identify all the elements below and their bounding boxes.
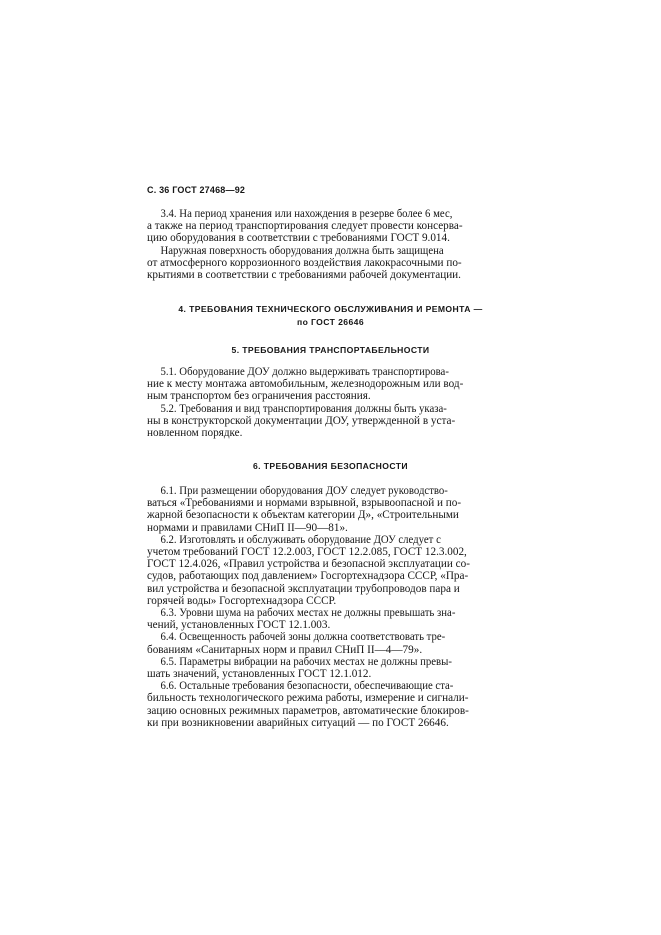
text-line: 6.2. Изготовлять и обслуживать оборудование ДОУ следует с [160,533,441,546]
section-5-title: 5. ТРЕБОВАНИЯ ТРАНСПОРТАБЕЛЬНОСТИ [231,345,430,355]
text-line: крытиями в соответствии с требованиями рабочей документации. [147,269,461,282]
paragraph-6-5 [147,656,517,680]
text-line: зацию основных режимных параметров, автоматические блокиров- [147,704,469,717]
text-line: шать значений, установленных ГОСТ 12.1.012. [147,668,372,681]
text-line: бованиям «Санитарных норм и правил СНиП II—4—79». [147,643,423,656]
text-line: ГОСТ 12.4.026, «Правил устройства и безопасной эксплуатации со- [147,558,470,571]
paragraph-6-3 [147,607,517,631]
text-line: 6.4. Освещенность рабочей зоны должна соответствовать тре- [160,631,446,644]
paragraph-3-4-surface [147,245,517,282]
section-5-body [147,366,517,439]
paragraph-6-1 [147,485,517,534]
text-line: ваться «Требованиями и нормами взрывной, взрывоопасной и по- [147,497,462,510]
text-line: ки при возникновении аварийных ситуаций — по ГОСТ 26646. [147,716,449,729]
text-line: чений, установленных ГОСТ 12.1.003. [147,619,331,632]
paragraph-5-2 [147,403,517,440]
text-line: 5.1. Оборудование ДОУ должно выдерживать транспортирова- [160,366,449,378]
text-line: новленном порядке. [147,427,243,440]
text-line: ны в конструкторской документации ДОУ, утвержденной в уста- [147,414,456,427]
text-line: 3.4. На период хранения или нахождения в резерве более 6 мес, [160,208,453,220]
text-line: цию оборудования в соответствии с требованиями ГОСТ 9.014. [147,232,450,245]
text-line: ние к месту монтажа автомобильным, железнодорожным или вод- [147,378,464,391]
paragraph-6-2 [147,534,517,607]
paragraph-6-4 [147,631,517,655]
page-header: С. 36 ГОСТ 27468—92 [147,185,246,195]
text-line: учетом требований ГОСТ 12.2.003, ГОСТ 12.2.085, ГОСТ 12.3.002, [147,546,467,559]
text-line: бильность технологического режима работы, измерение и сигнали- [147,692,469,705]
text-line: нормами и правилами СНиП II—90—81». [147,521,348,534]
text-line: судов, работающих под давлением» Госгортехнадзора СССР, «Пра- [147,570,469,583]
text-line: вил устройства и безопасной эксплуатации трубопроводов пара и [147,582,460,595]
section-6-body [147,485,517,729]
text-line: Наружная поверхность оборудования должна быть защищена [160,244,444,257]
section-4-title-line-2: по ГОСТ 26646 [297,317,364,327]
section-4-heading [100,303,561,329]
text-line: жарной безопасности к объектам категории Д», «Строительными [147,509,459,522]
text-line: ным транспортом без ограничения расстояния. [147,390,371,403]
text-line: 5.2. Требования и вид транспортирования должны быть указа- [160,402,447,415]
paragraph-5-1 [147,366,517,403]
text-line: 6.5. Параметры вибрации на рабочих местах не должны превы- [160,655,452,668]
section-6-title: 6. ТРЕБОВАНИЯ БЕЗОПАСНОСТИ [252,461,408,471]
text-line: горячей воды» Госгортехнадзора СССР. [147,594,337,607]
text-line: а также на период транспортирования следует провести консерва- [147,220,463,233]
paragraph-6-6 [147,680,517,729]
text-line: 6.3. Уровни шума на рабочих местах не должны превышать зна- [160,607,456,620]
section-4-title-line-1: 4. ТРЕБОВАНИЯ ТЕХНИЧЕСКОГО ОБСЛУЖИВАНИЯ И РЕМОНТА — [178,304,483,314]
clause-3-4-block [147,208,517,281]
section-5-heading [100,344,561,357]
text-line: 6.6. Остальные требования безопасности, обеспечивающие ста- [160,680,454,693]
section-6-heading [100,460,561,473]
text-line: 6.1. При размещении оборудования ДОУ следует руководство- [160,485,448,497]
text-line: от атмосферного коррозионного воздействия лакокрасочными по- [147,256,462,269]
paragraph-3-4 [147,208,517,245]
